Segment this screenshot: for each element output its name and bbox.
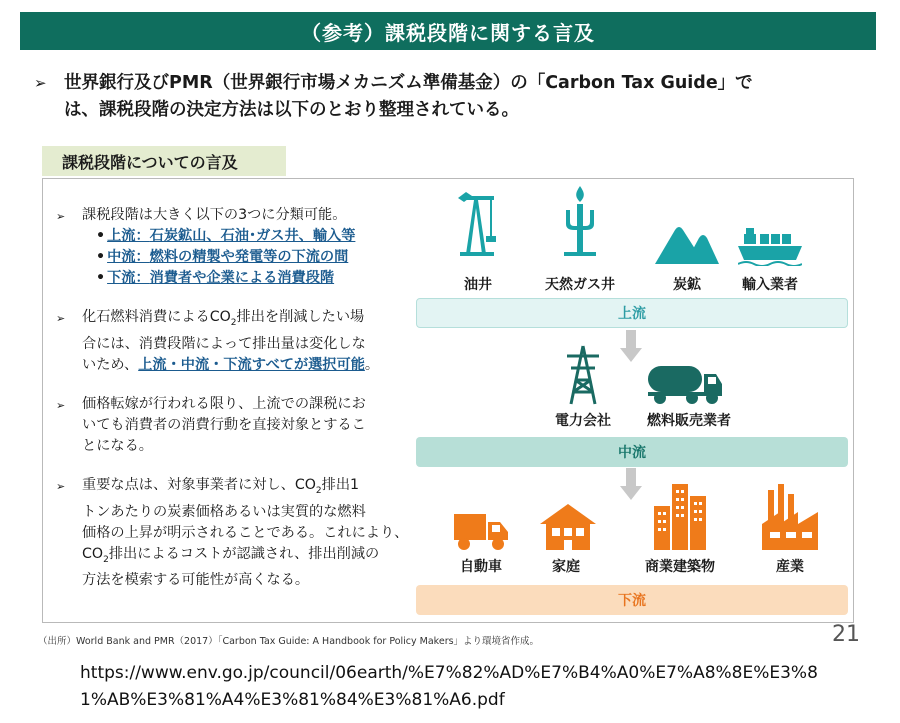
bullet-item: ➢ 重要な点は、対象事業者に対し、$CO_2$排出1 トンあたりの炭素価格あるいは実質的な燃料 価格の上昇が明示されることである。これにより、 $CO_2$排出によるコストが認識され、排出削減の 方法を模索する可能性が高くなる。 bbox=[56, 476, 409, 589]
truck-icon bbox=[454, 510, 508, 550]
label-automobile: 自動車 bbox=[460, 559, 502, 575]
label-oil-well: 油井 bbox=[464, 277, 492, 293]
label-coal-mine: 炭鉱 bbox=[673, 277, 701, 293]
bullet-arrow-icon: ➢ bbox=[34, 74, 47, 92]
sub-item-upstream: • 上流：石炭鉱山、石油･ガス井、輸入等 bbox=[96, 228, 356, 244]
downstream-band: 下流 bbox=[416, 585, 848, 615]
upstream-band: 上流 bbox=[416, 298, 848, 328]
bullet-arrow-icon: ➢ bbox=[56, 312, 66, 325]
section-tab: 課税段階についての言及 bbox=[42, 146, 286, 176]
label-gas-well: 天然ガス井 bbox=[545, 277, 615, 293]
source-url[interactable]: https://www.env.go.jp/council/06earth/%E7%82%AD%E7%B4%A0%E7%A8%8E%E3%81%AB%E3%81%A4%E3%81%84%E3%81%A6.pdf bbox=[80, 663, 818, 710]
gas-well-icon bbox=[562, 186, 598, 256]
bullet-arrow-icon: ➢ bbox=[56, 398, 66, 412]
cargo-ship-icon bbox=[738, 226, 802, 266]
house-icon bbox=[540, 502, 596, 550]
lead-line-1: 世界銀行及びPMR（世界銀行市場メカニズム準備基金）の「Carbon Tax Guide」で bbox=[64, 73, 753, 93]
slide-title: （参考）課税段階に関する言及 bbox=[20, 12, 876, 50]
label-power-company: 電力会社 bbox=[555, 413, 611, 429]
page-number: 21 bbox=[832, 622, 860, 647]
label-industry: 産業 bbox=[776, 559, 804, 575]
lead-line-2: は、課税段階の決定方法は以下のとおり整理されている。 bbox=[64, 100, 519, 120]
oil-well-icon bbox=[456, 190, 498, 256]
bullet-list bbox=[56, 205, 416, 609]
down-arrow-icon bbox=[620, 468, 642, 500]
office-building-icon bbox=[654, 484, 706, 550]
label-household: 家庭 bbox=[552, 559, 580, 575]
label-fuel-distributor: 燃料販売業者 bbox=[647, 413, 731, 429]
label-commercial-building: 商業建築物 bbox=[645, 559, 715, 575]
bullet-arrow-icon: ➢ bbox=[56, 479, 66, 493]
tanker-truck-icon bbox=[646, 364, 724, 404]
source-note: （出所）World Bank and PMR（2017）「Carbon Tax Guide: A Handbook for Policy Makers」より環境省作成。 bbox=[38, 636, 540, 647]
bullet-arrow-icon: ➢ bbox=[56, 210, 66, 223]
down-arrow-icon bbox=[620, 330, 642, 362]
label-importer: 輸入業者 bbox=[742, 277, 798, 293]
bullet-item bbox=[56, 205, 416, 289]
bullet-text: 課税段階は大きく以下の3つに分類可能。 bbox=[82, 207, 347, 223]
midstream-band: 中流 bbox=[416, 437, 848, 467]
bullet-item: ➢ 化石燃料消費による$CO_2$排出を削減したい場 合には、消費段階によって排出量は変化しな いため、上流・中流・下流すべてが選択可能。 bbox=[56, 309, 380, 373]
coal-pile-icon bbox=[655, 224, 719, 264]
factory-icon bbox=[762, 484, 818, 550]
bullet-item: ➢ 価格転嫁が行われる限り、上流での課税にお いても消費者の消費行動を直接対象とするこ とになる。 bbox=[56, 395, 366, 454]
lead-statement bbox=[34, 70, 864, 124]
highlight-text: 上流・中流・下流すべてが選択可能 bbox=[138, 356, 365, 373]
sub-item-downstream: • 下流：消費者や企業による消費段階 bbox=[96, 270, 335, 286]
power-tower-icon bbox=[565, 344, 601, 406]
sub-item-midstream: • 中流：燃料の精製や発電等の下流の間 bbox=[96, 249, 349, 265]
